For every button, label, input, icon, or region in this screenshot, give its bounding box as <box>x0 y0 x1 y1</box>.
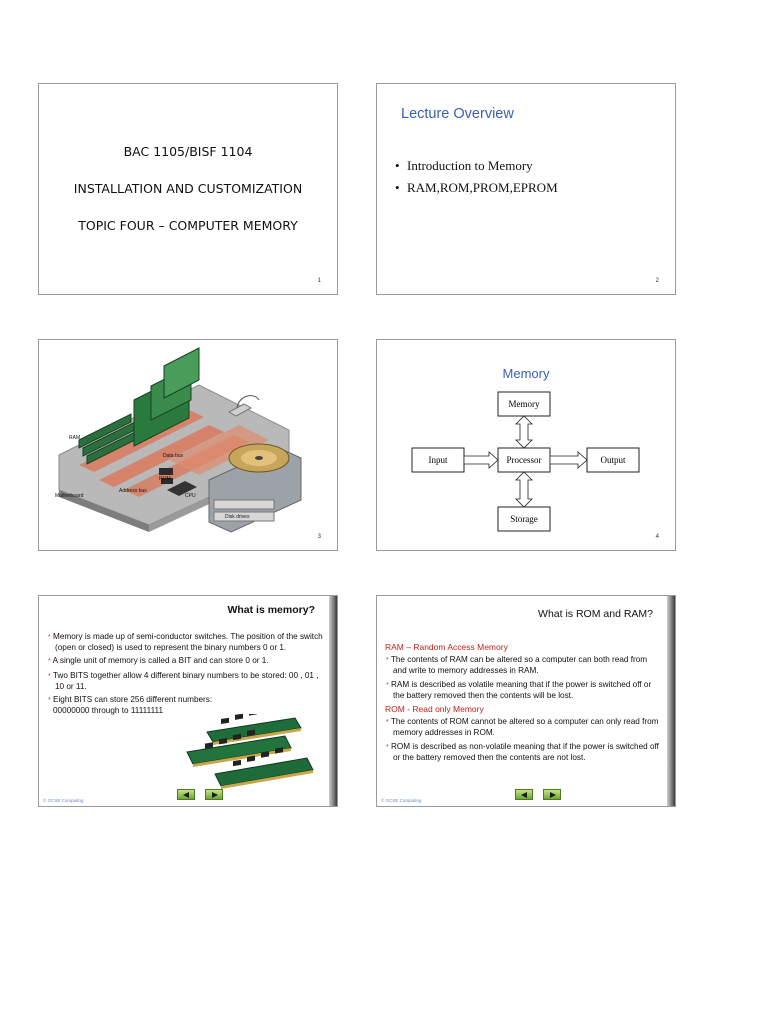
arrow-left-icon <box>521 792 527 798</box>
binary-range: 00000000 through to 11111111 <box>53 706 164 716</box>
list-item: * ROM is described as non-volatile meaning that if the power is switched off or the battery removed then the contents are not lost. <box>386 741 659 762</box>
list-item: * Eight BITS can store 256 different numbers: <box>48 695 213 705</box>
label-rom: ROM <box>159 476 171 482</box>
box-output: Output <box>600 455 626 465</box>
slide-2 <box>376 83 676 295</box>
slide-number: 2 <box>655 278 659 284</box>
list-item: * The contents of ROM cannot be altered so a computer can only read from memory addresses in ROM. <box>386 717 659 738</box>
prev-slide-button[interactable] <box>177 789 195 800</box>
motherboard-illustration <box>39 340 338 551</box>
list-item: * The contents of RAM can be altered so a computer can both read from and write to memory addresses in RAM. <box>386 655 648 676</box>
label-disk-drives: Disk drives <box>225 514 250 520</box>
slide-6 <box>376 595 676 807</box>
list-item: • RAM,ROM,PROM,EPROM <box>395 180 558 195</box>
next-slide-button[interactable] <box>543 789 561 800</box>
ram-modules-image <box>177 714 317 794</box>
arrow-right-icon <box>212 792 218 798</box>
next-slide-button[interactable] <box>205 789 223 800</box>
slide-3 <box>38 339 338 551</box>
course-title: INSTALLATION AND CUSTOMIZATION <box>73 181 303 196</box>
list-item: * RAM is described as volatile meaning that if the power is switched off or the battery removed then the contents will be lost. <box>386 679 652 700</box>
prev-slide-button[interactable] <box>515 789 533 800</box>
slide-title: Memory <box>502 366 550 381</box>
slide-title: What is memory? <box>227 604 315 616</box>
slide-4 <box>376 339 676 551</box>
slide-1 <box>38 83 338 295</box>
arrow-left-icon <box>183 792 189 798</box>
slide-title: Lecture Overview <box>401 106 514 122</box>
bullet-list <box>47 632 325 716</box>
slide-number: 3 <box>317 534 321 540</box>
box-input: Input <box>428 455 448 465</box>
side-bar <box>329 596 337 806</box>
box-storage: Storage <box>510 514 538 524</box>
footer-credit: © GCSE Computing <box>43 798 84 803</box>
footer-credit: © GCSE Computing <box>381 798 422 803</box>
label-motherboard: Motherboard <box>55 493 84 499</box>
label-data-bus: Data bus <box>163 453 184 459</box>
list-item: * A single unit of memory is called a BIT and can store 0 or 1. <box>48 656 269 666</box>
box-memory: Memory <box>508 399 540 409</box>
label-cpu: CPU <box>185 493 196 499</box>
slide-5 <box>38 595 338 807</box>
rom-heading: ROM - Read only Memory <box>385 704 484 715</box>
list-item: • Introduction to Memory <box>395 158 533 173</box>
list-item: * Two BITS together allow 4 different binary numbers to be stored: 00 , 01 , 10 or 11. <box>48 670 319 691</box>
ram-heading: RAM – Random Access Memory <box>385 642 508 652</box>
bullet-list <box>395 158 558 202</box>
box-processor: Processor <box>506 455 542 465</box>
course-code: BAC 1105/BISF 1104 <box>123 144 253 159</box>
slide-number: 4 <box>655 534 659 540</box>
memory-diagram <box>377 340 676 551</box>
label-ram: RAM <box>69 435 81 441</box>
bullet-list <box>385 640 663 766</box>
side-bar <box>667 596 675 806</box>
slide-number: 1 <box>317 278 321 284</box>
slide-title: What is ROM and RAM? <box>538 608 653 620</box>
topic-title: TOPIC FOUR – COMPUTER MEMORY <box>78 218 298 233</box>
list-item: * Memory is made up of semi-conductor switches. The position of the switch (open or closed) is used to represent the binary numbers 0 or 1. <box>48 632 323 653</box>
arrow-right-icon <box>550 792 556 798</box>
label-address-bus: Address bus <box>119 488 147 494</box>
